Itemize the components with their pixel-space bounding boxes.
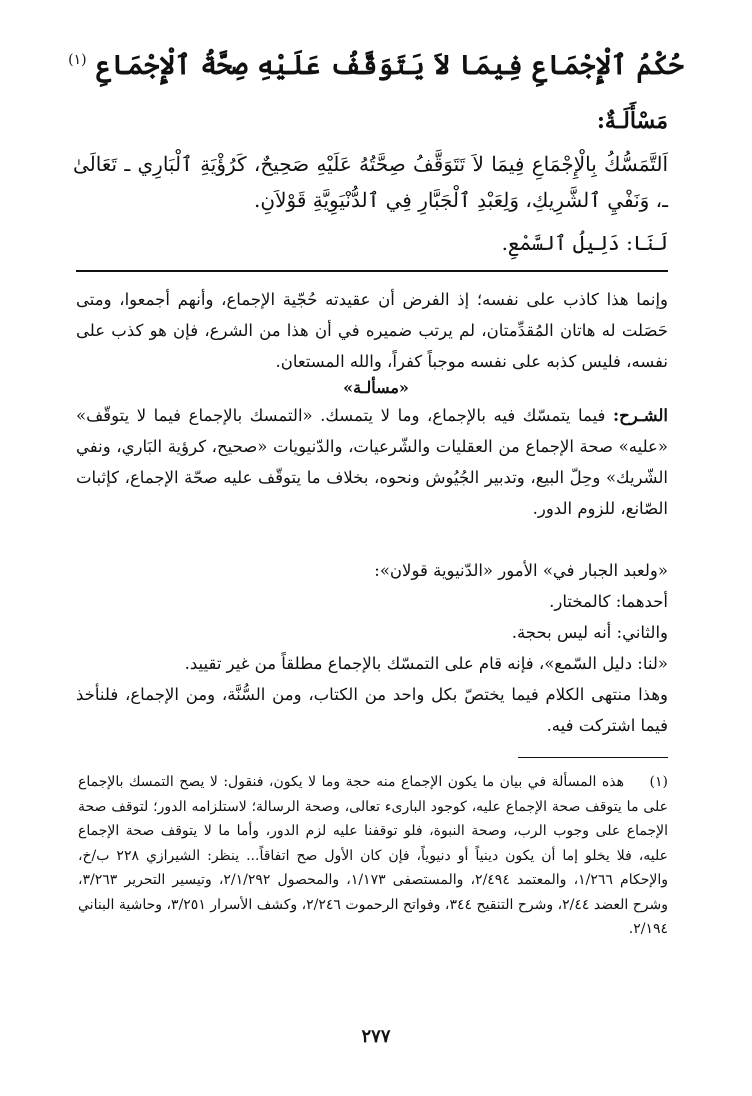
footnote <box>78 770 668 942</box>
main-divider <box>76 270 668 272</box>
sharh-line-abd-al-jabbar: «ولعبد الجبار في» الأمور «الدّنيوية قولان»: <box>374 561 668 580</box>
sharh-paragraph-1: وإنما هذا كاذب على نفسه؛ إذ الفرض أن عقيدته حُجّية الإجماع، وأنهم أجمعوا، ومتى حَصَلت له هاتان المُقدِّمتان، لم يرتب ضميره في أن هذا من الشرع، فإن هو كذب على نفسه، فليس كذبه على نفسه موجباً كفراً، والله المستعان. <box>76 290 668 371</box>
page-number: ٢٧٧ <box>361 1026 391 1047</box>
chapter-title <box>0 50 752 81</box>
footnote-divider <box>518 757 668 758</box>
sharh-label: الشـرح: <box>612 406 668 425</box>
sharh-paragraph-2-text: فيما يتمسّك فيه بالإجماع، وما لا يتمسك. «التمسك بالإجماع فيما لا يتوقّف» «عليه» صحة الإجماع من العقليات والشّرعيات، والدّنيويات «صحيح، كرؤية البَاري، ونفي الشّريك» وحِلّ البيع، وتدبير الجُيُوش ونحوه، بخلاف ما يتوقّف عليه صحّة الإجماع، كإثبات الصّانع، للزوم الدور. <box>76 406 668 518</box>
mas-ala-subheading: «مسألـة» <box>343 378 409 397</box>
footnote-reference[interactable]: (١) <box>68 52 87 68</box>
chapter-title-text: حُكْمُ ٱلْإِجْمَاعِ فِيمَا لاَ يَتَوَقَّفُ عَلَيْهِ صِحَّةُ ٱلْإِجْمَاعِ <box>96 50 684 81</box>
footnote-number: (١) <box>649 774 668 790</box>
footnote-text: هذه المسألة في بيان ما يكون الإجماع منه حجة وما لا يكون، فنقول: لا يصح التمسك بالإجماع على ما يتوقف صحة الإجماع عليه، كوجود البارىء تعالى، وصحة الرسالة؛ لاستلزامه الدور؛ لتوقف صحة الإجماع على وجوب الرب، وصحة النبوة، فلو توقفنا عليه لزم الدور، وأما ما لا يتوقف صحة الإجماع عليه، فلا يخلو إما أن يكون دينياً أو دنيوياً، فإن كان الأول صح اتفاقاً... ينظر: الشيرازي ٢٢٨ ب/خ، والإحكام ١/٢٦٦، والمعتمد ٢/٤٩٤، والمستصفى ١/١٧٣، والمحصول ٢/١/٢٩٢، وتيسير التحرير ٣/٢٦٣، وشرح العضد ٢/٤٤، وشرح التنقيح ٣٤٤، وفواتح الرحموت ٢/٢٤٦، وكشف الأسرار ٣/٢٥١، وحاشية البناني ٢/١٩٤. <box>78 774 668 937</box>
matn-text: اَلتَّمَسُّكُ بِالْإِجْمَاعِ فِيمَا لاَ تَتَوَقَّفُ صِحَّتُهُ عَلَيْهِ صَحِيحٌ، كَرُؤْيَةِ ٱلْبَارِي ـ تَعَالَىٰ ـ، وَنَفْيِ ٱلشَّرِيكِ، وَلِعَبْدِ ٱلْجَبَّارِ فِي ٱلدُّنْيَوِيَّةِ قَوْلاَنِ. <box>73 152 668 212</box>
mas-ala-heading: مَسْأَلَـةٌ: <box>596 108 668 134</box>
sharh-line-first-opinion: أحدهما: كالمختار. <box>549 592 668 611</box>
sharh-line-evidence: «لنا: دليل السّمع»، فإنه قام على التمسّك بالإجماع مطلقاً من غير تقييد. <box>184 654 668 673</box>
matn-lana: لَنَا: دَلِيلُ ٱلسَّمْعِ. <box>501 231 668 255</box>
sharh-line-second-opinion: والثاني: أنه ليس بحجة. <box>511 623 668 642</box>
sharh-line-closing: وهذا منتهى الكلام فيما يختصّ بكل واحد من الكتاب، ومن السُّنَّة، ومن الإجماع، فلنأخذ فيما اشتركت فيه. <box>76 685 668 735</box>
sharh-paragraph-2 <box>76 400 668 524</box>
